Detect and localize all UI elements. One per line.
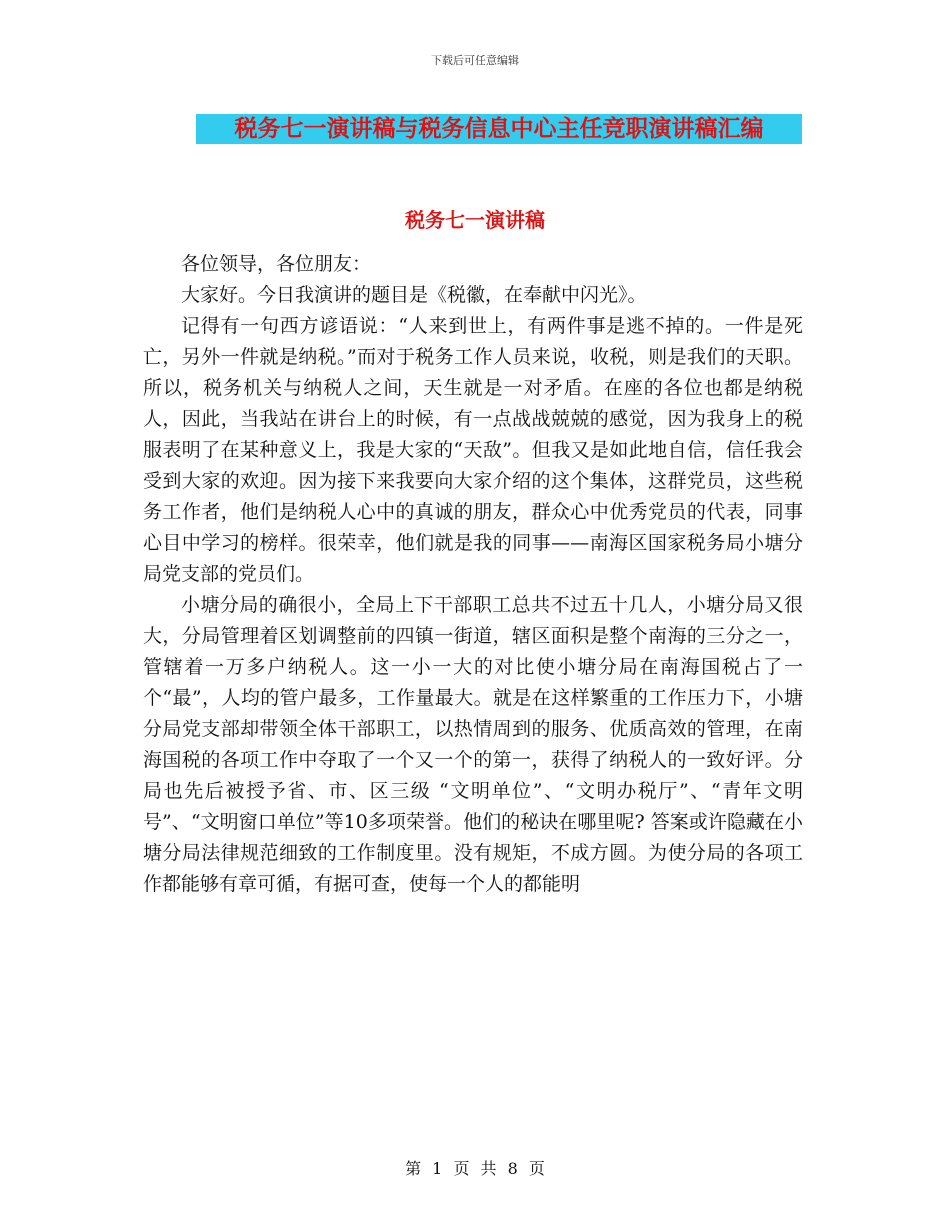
page-footer: 第 1 页 共 8 页 (405, 1159, 545, 1178)
paragraph-salutation: 各位领导，各位朋友： (181, 253, 372, 275)
paragraph-xiaotang-branch: 小塘分局的确很小，全局上下干部职工总共不过五十几人，小塘分局又很大，分局管理着区划调整前的四镇一街道，辖区面积是整个南海的三分之一，管辖着一万多户纳税人。这一小一大的对比使小塘分局在南海国税占了一个“最”，人均的管户最多，工作量最大。就是在这样繁重的工作压力下，小塘分局党支部却带领全体干部职工，以热情周到的服务、优质高效的管理，在南海国税的各项工作中夺取了一个又一个的第一，获得了纳税人的一致好评。分局也先后被授予省、市、区三级 “文明单位”、“文明办税厅”、“青年文明号”、“文明窗口单位”等10多项荣誉。他们的秘诀在哪里呢? 答案或许隐藏在小塘分局法律规范细致的工作制度里。没有规矩，不成方圆。为使分局的各项工作都能够有章可循，有据可查，使每一个人的都能明 (143, 594, 803, 895)
speech-body (143, 249, 803, 900)
paragraph-proverb: 记得有一句西方谚语说：“人来到世上，有两件事是逃不掉的。一件是死亡，另外一件就是纳税。”而对于税务工作人员来说，收税，则是我们的天职。所以，税务机关与纳税人之间，天生就是一对矛盾。在座的各位也都是纳税人，因此，当我站在讲台上的时候，有一点战战兢兢的感觉，因为我身上的税服表明了在某种意义上，我是大家的“天敌”。但我又是如此地自信，信任我会受到大家的欢迎。因为接下来我要向大家介绍的这个集体，这群党员，这些税务工作者，他们是纳税人心中的真诚的朋友，群众心中优秀党员的代表，同事心目中学习的榜样。很荣幸，他们就是我的同事——南海区国家税务局小塘分局党支部的党员们。 (143, 315, 803, 585)
header-note: 下载后可任意编辑 (431, 54, 519, 67)
document-title: 税务七一演讲稿与税务信息中心主任竞职演讲稿汇编 (196, 114, 802, 144)
paragraph-greeting: 大家好。今日我演讲的题目是《税徽，在奉献中闪光》。 (181, 284, 647, 306)
section-title: 税务七一演讲稿 (405, 208, 545, 232)
